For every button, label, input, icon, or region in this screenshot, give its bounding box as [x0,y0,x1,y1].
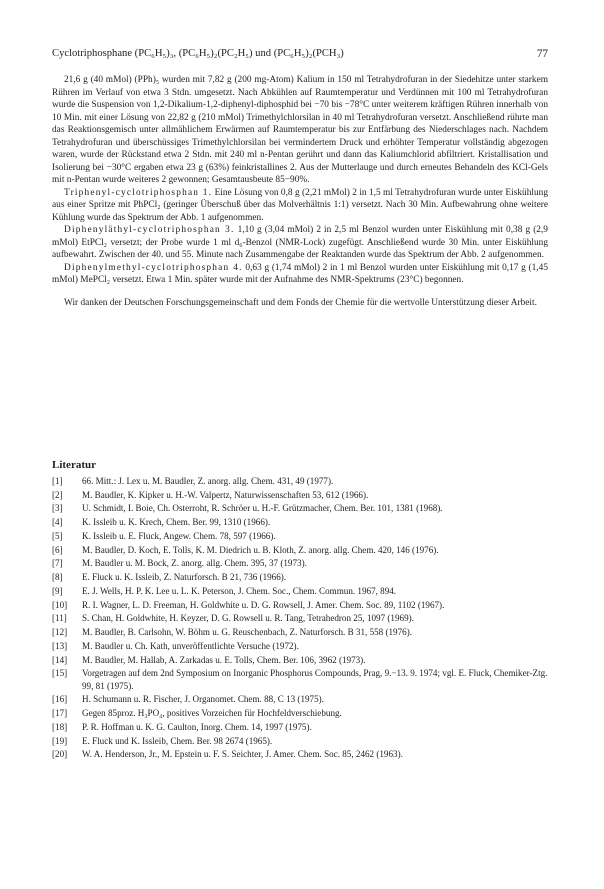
paragraph-procedure: 21,6 g (40 mMol) (PPh)₅ wurden mit 7,82 g (200 mg-Atom) Kalium in 150 ml Tetrahydrofuran in der Siedehitze unter starkem Rühren im Verlauf von etwa 3 Stdn. umgesetzt. Nach Abkühlen auf Raumtemperatur und Verdünnen mit 100 ml Tetrahydrofuran wurde die Suspension von 1,2-Dikalium-1,2-diphenyl-diphosphid bei −70 bis −78°C unter weiterem kräftigen Rühren innerhalb von 10 Min. mit einer Lösung von 22,82 g (210 mMol) Trimethylchlorsilan in 40 ml Tetrahydrofuran versetzt. Anschließend rührte man das Reaktionsgemisch unter allmählichem Erwärmen auf Raumtemperatur bis zur Entfärbung des Niederschlages nach. Nachdem Tetrahydrofuran und überschüssiges Trimethylchlorsilan bei vermindertem Druck und erhöhter Temperatur vollständig abgezogen waren, wurde der Rückstand etwa 2 Stdn. mit 240 ml n-Pentan gerührt und dann das Kaliumchlorid abfiltriert. Kristallisation und Isolierung bei −30°C ergaben etwa 23 g (63%) feinkristallines 2. Aus der Mutterlauge und durch erneutes Behandeln des KCl-Gels mit n-Pentan wurde weiteres 2 gewonnen; Gesamtausbeute 85−90%. [52,75,548,185]
reference-item [52,735,548,747]
reference-text: Vorgetragen auf dem 2nd Symposium on Inorganic Phosphorus Compounds, Prag, 9.−13. 9. 1974; vgl. E. Fluck, Chemiker-Ztg. 99, 81 (1975). [82,668,548,691]
reference-number: [12] [52,627,68,638]
reference-item [52,475,548,487]
reference-item [52,693,548,705]
reference-text: K. Issleib u. E. Fluck, Angew. Chem. 78, 597 (1966). [82,530,276,541]
reference-item [52,571,548,583]
body-text [52,74,548,309]
reference-number: [7] [52,558,63,569]
reference-number: [1] [52,476,63,486]
subheading-diphenylmethyl: Diphenylmethyl-cyclotriphosphan 4. [64,262,243,273]
reference-number: [3] [52,503,63,514]
reference-item [52,612,548,624]
reference-text: S. Chan, H. Goldwhite, H. Keyzer, D. G. Rowsell u. R. Tang, Tetrahedron 25, 1097 (1969). [82,613,414,624]
reference-item [52,516,548,528]
reference-number: [9] [52,585,63,596]
reference-text: W. A. Henderson, Jr., M. Epstein u. F. S. Seichter, J. Amer. Chem. Soc. 85, 2462 (1963). [82,749,403,760]
reference-number: [20] [52,749,68,760]
reference-text: M. Baudler, D. Koch, E. Tolls, K. M. Diedrich u. B. Kloth, Z. anorg. allg. Chem. 420, 146 (1976). [82,544,439,555]
reference-item [52,640,548,652]
page-number: 77 [536,48,548,60]
reference-number: [14] [52,654,68,665]
reference-text: H. Schumann u. R. Fischer, J. Organomet. Chem. 88, C 13 (1975). [82,694,324,705]
paragraph-diphenylmethyl [52,262,548,287]
reference-text: M. Baudler u. M. Bock, Z. anorg. allg. Chem. 395, 37 (1973). [82,558,307,569]
reference-text: 66. Mitt.: J. Lex u. M. Baudler, Z. anorg. allg. Chem. 431, 49 (1977). [82,476,334,486]
reference-list [52,475,548,762]
reference-number: [19] [52,735,68,746]
reference-text: U. Schmidt, I. Boie, Ch. Osterroht, R. Schröer u. H.-F. Grützmacher, Chem. Ber. 101, 1381 (1968). [82,503,443,514]
reference-item [52,626,548,638]
reference-text: P. R. Hoffman u. K. G. Caulton, Inorg. Chem. 14, 1997 (1975). [82,721,312,732]
subheading-triphenyl: Triphenyl-cyclotriphosphan 1. [64,187,213,198]
reference-item [52,557,548,569]
reference-item [52,544,548,556]
reference-item [52,502,548,514]
reference-text: M. Baudler, B. Carlsohn, W. Böhm u. G. Reuschenbach, Z. Naturforsch. B 31, 558 (1976). [82,627,412,638]
literature-heading: Literatur [52,459,96,471]
paragraph-diphenylethyl-text: 1,10 g (3,04 mMol) 2 in 2,5 ml Benzol wurden unter Eiskühlung mit 0,38 g (2,9 mMol) EtPCl₂ versetzt; der Probe wurde 1 ml d₆-Benzol (NMR-Lock) zugefügt. Anschließend wurde 30 Min. unter Eiskühlung aufbewahrt. Zwischen der 40. und 55. Minute nach Zusammengabe der Reaktanden wurde das Spektrum der Abb. 2 aufgenommen. [52,225,548,260]
running-header [52,46,548,62]
reference-item [52,707,548,719]
reference-number: [11] [52,613,67,624]
reference-number: [6] [52,544,63,555]
reference-text: E. Fluck und K. Issleib, Chem. Ber. 98 2674 (1965). [82,735,273,746]
reference-number: [15] [52,668,68,679]
reference-text: M. Baudler u. Ch. Kath, unveröffentlichte Versuche (1972). [82,640,299,651]
paragraph-triphenyl [52,187,548,225]
reference-number: [18] [52,721,68,732]
acknowledgement: Wir danken der Deutschen Forschungsgemeinschaft und dem Fonds der Chemie für die wertvolle Unterstützung dieser Arbeit. [64,297,537,308]
reference-item [52,585,548,597]
reference-text: R. I. Wagner, L. D. Freeman, H. Goldwhite u. D. G. Rowsell, J. Amer. Chem. Soc. 89, 1102 (1967). [82,599,445,610]
reference-number: [13] [52,640,68,651]
reference-text: E. Fluck u. K. Issleib, Z. Naturforsch. B 21, 736 (1966). [82,572,287,583]
reference-number: [16] [52,694,68,705]
reference-item [52,721,548,733]
reference-number: [2] [52,489,63,500]
reference-number: [10] [52,599,68,610]
paragraph-diphenylmethyl-text: 0,63 g (1,74 mMol) 2 in 1 ml Benzol wurden unter Eiskühlung mit 0,17 g (1,45 mMol) MePCl₂ versetzt. Etwa 1 Min. später wurde mit der Aufnahme des NMR-Spektrums (23°C) begonnen. [52,262,548,285]
paragraph-diphenylethyl [52,224,548,262]
reference-number: [17] [52,708,68,719]
reference-text: K. Issleib u. K. Krech, Chem. Ber. 99, 1310 (1966). [82,517,271,528]
reference-text: M. Baudler, K. Kipker u. H.-W. Valpertz, Naturwissenschaften 53, 612 (1966). [82,489,369,500]
subheading-diphenylethyl: Diphenyläthyl-cyclotriphosphan 3. [64,225,235,235]
reference-text: M. Baudler, M. Hallab, A. Zarkadas u. E. Tolls, Chem. Ber. 106, 3962 (1973). [82,654,366,665]
reference-number: [8] [52,572,63,583]
reference-text: E. J. Wells, H. P. K. Lee u. L. K. Peterson, J. Chem. Soc., Chem. Commun. 1967, 894. [82,585,397,596]
reference-number: [5] [52,530,63,541]
reference-number: [4] [52,517,63,528]
running-title: Cyclotriphosphane (PC₆H₅)₃, (PC₆H₅)₂(PC₂H₅) und (PC₆H₅)₂(PCH₃) [52,48,344,59]
reference-item [52,667,548,692]
reference-item [52,489,548,501]
reference-item [52,654,548,666]
paragraph-triphenyl-text: Eine Lösung von 0,8 g (2,21 mMol) 2 in 1,5 ml Tetrahydrofuran wurde unter Eiskühlung aus einer Spritze mit PhPCl₂ (geringer Überschuß über das Molverhältnis 1:1) versetzt. Nach 30 Min. Aufbewahrung ohne weitere Kühlung wurde das Spektrum der Abb. 1 aufgenommen. [52,187,549,223]
reference-item [52,748,548,760]
reference-text: Gegen 85proz. H₃PO₄, positives Vorzeichen für Hochfeldverschiebung. [82,708,342,719]
reference-item [52,530,548,542]
reference-item [52,599,548,611]
